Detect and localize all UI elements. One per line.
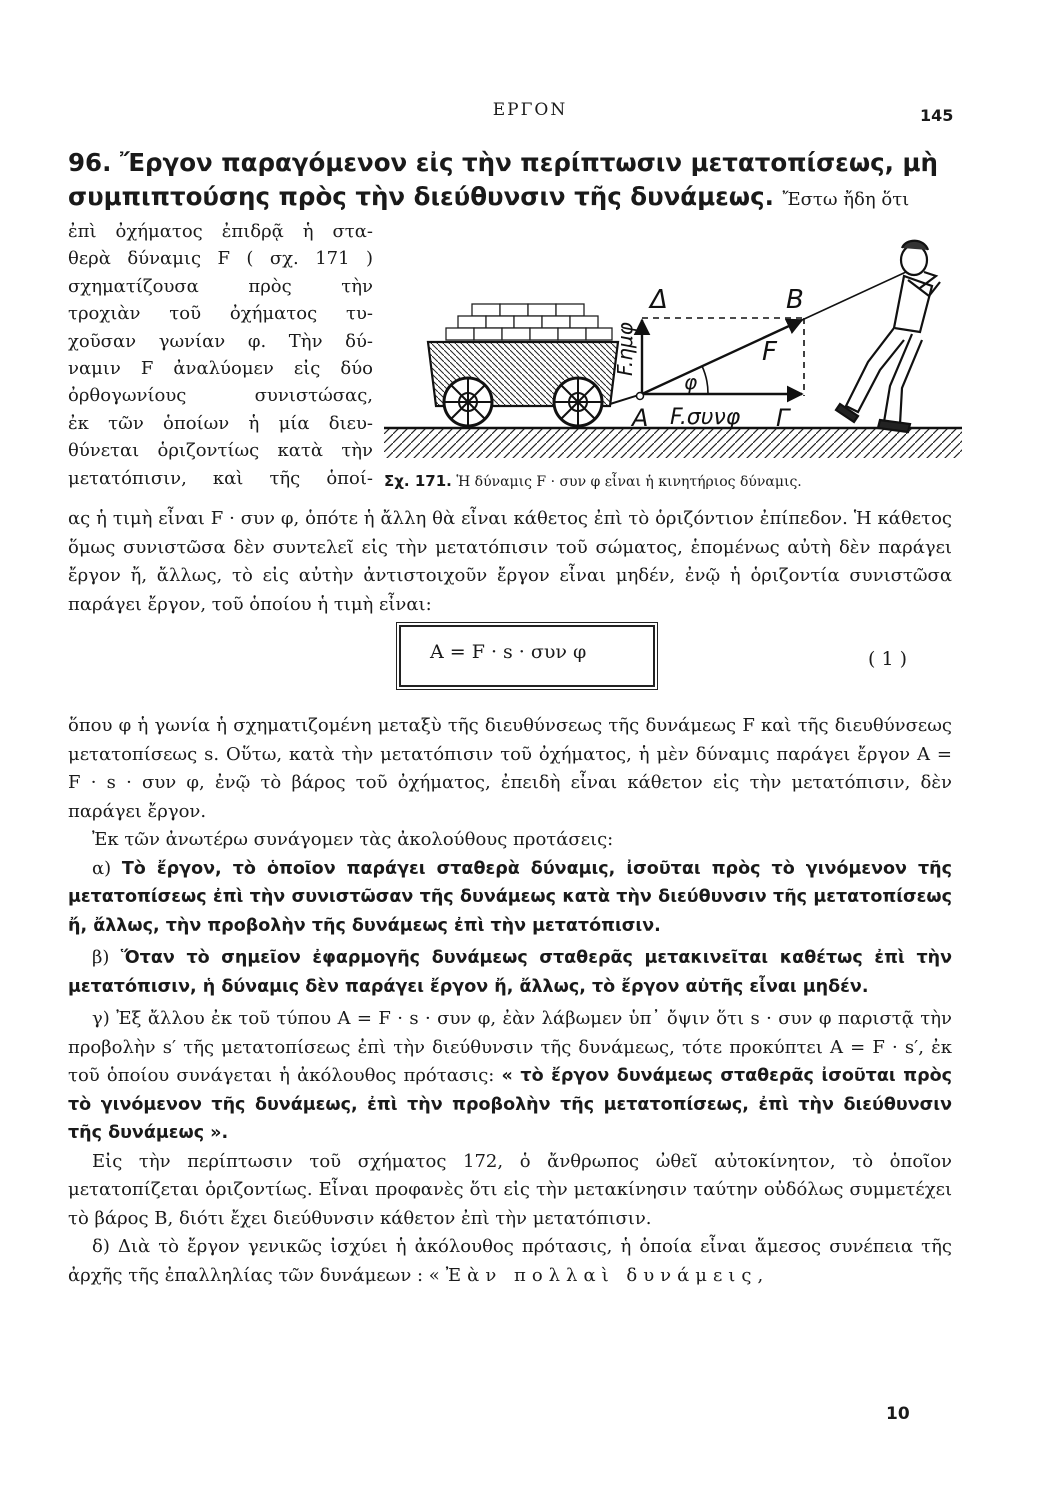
formula: A = F · s · συν φ xyxy=(430,641,587,663)
side-line: ἐπὶ ὀχήματος ἐπιδρᾷ ἡ στα- xyxy=(68,221,373,242)
paragraph-2: ὅπου φ ἡ γωνία ἡ σχηματιζομένη μεταξὺ τῆς διευθύνσεως τῆς δυνάμεως F καὶ τῆς διευθύνσεως μετατοπίσεως s. Οὕτω, κατὰ τὴν μετατόπισιν τοῦ ὀχήματος, ἡ μὲν δύναμις παράγει ἔργον A = F · s · συν φ, ἐνῷ τὸ βάρος τοῦ ὀχήματος, ἐπειδὴ εἶναι κάθετον εἰς τὴν μετατόπισιν, δὲν παράγει ἔργον. xyxy=(68,715,952,822)
side-line: χοῦσαν γωνίαν φ. Τὴν δύ- xyxy=(68,330,373,352)
label-delta: Δ xyxy=(650,285,668,315)
ground-hatch xyxy=(384,428,962,458)
cart-wheel-left xyxy=(444,378,492,426)
side-line: σχηματίζουσα πρὸς τὴν xyxy=(68,275,373,297)
proposition-c-label: γ) xyxy=(92,1008,110,1029)
paragraph-1-text: ας ἡ τιμὴ εἶναι F · συν φ, ὁπότε ἡ ἄλλη θὰ εἶναι κάθετος ἐπὶ τὸ ὁριζόντιον ἐπίπεδον. Ἡ κάθετος ὅμως συνιστῶσα δὲν συντελεῖ εἰς τὴν μετατόπισιν τοῦ σώματος, ἑπομένως αὐτὴ δὲν παράγει ἔργον ἤ, ἄλλως, τὸ εἰς αὐτὴν ἀντιστοιχοῦν ἔργον εἶναι μηδέν, ἐνῷ ἡ ὁριζοντία συνιστῶσα παράγει ἔργον, τοῦ ὁποίου ἡ τιμὴ εἶναι: xyxy=(68,508,952,615)
proposition-c-bold: « τὸ ἔργον δυνάμεως σταθερᾶς ἰσοῦται πρὸς τὸ γινόμενον τῆς δυνάμεως, ἐπὶ τὴν προβολὴν τῆς μετατοπίσεως, ἐπὶ τὴν διεύθυνσιν τῆς δυνάμεως ». xyxy=(68,1066,952,1143)
section-number: 96. xyxy=(68,148,112,177)
proposition-d-spaced: «Ἐὰν πολλαὶ δυνάμεις, xyxy=(428,1264,770,1286)
cart-wheel-right xyxy=(554,378,602,426)
label-f: F xyxy=(762,337,777,367)
side-line: θύνεται ὁριζοντίως κατὰ τὴν xyxy=(68,440,373,462)
label-f-cos: F.συνφ xyxy=(670,405,741,430)
proposition-c-text: Ἐξ ἄλλου ἐκ τοῦ τύπου A = F · s · συν φ, ἐὰν λάβωμεν ὑπ᾿ ὄψιν ὅτι s · συν φ παριστᾷ τὴν προβολὴν s′ τῆς μετατοπίσεως ἐπὶ τὴν διεύθυνσιν τῆς δυνάμεως, τότε προκύπτει A = F · s′, ἐκ τοῦ ὁποίου συνάγεται ἡ ἀκόλουθος πρότασις: xyxy=(68,1008,952,1086)
side-line: θερὰ δύναμις F ( σχ. 171 ) xyxy=(68,248,373,270)
side-line: ναμιν F ἀναλύομεν εἰς δύο xyxy=(68,358,373,380)
proposition-b-label: β) xyxy=(92,947,110,968)
running-header: ΕΡΓΟΝ xyxy=(492,100,568,120)
brick-load xyxy=(446,304,612,340)
paragraph-4: Εἰς τὴν περίπτωσιν τοῦ σχήματος 172, ὁ ἄνθρωπος ὠθεῖ αὐτοκίνητον, τὸ ὁποῖον μετατοπίζεται ὁριζοντίως. Εἶναι προφανὲς ὅτι εἰς τὴν μετακίνησιν ταύτην οὐδόλως συμμετέχει τὸ βάρος B, διότι ἔχει διεύθυνσιν κάθετον ἐπὶ τὴν μετατόπισιν. xyxy=(68,1150,952,1229)
caption-label: Σχ. 171. xyxy=(384,472,452,490)
proposition-d-label: δ) xyxy=(92,1236,110,1257)
proposition-d xyxy=(68,1233,952,1290)
proposition-a-label: α) xyxy=(92,857,112,879)
rope xyxy=(802,272,906,320)
side-text xyxy=(68,218,373,492)
vector-f xyxy=(642,320,802,394)
section-title: Ἔργον παραγόμενον εἰς τὴν περίπτωσιν μετατοπίσεως, μὴ συμπιπτούσης πρὸς τὴν διεύθυνσιν τῆς δυνάμεως. xyxy=(68,148,938,211)
point-a-dot xyxy=(637,393,644,400)
section-title-tail: Ἔστω ἤδη ὅτι xyxy=(782,189,910,210)
side-line: ὀρθογωνίους συνιστώσας, xyxy=(68,385,373,407)
label-phi: φ xyxy=(684,370,698,394)
proposition-b xyxy=(68,944,952,1001)
body-continuation xyxy=(68,712,952,1290)
proposition-a-text: Τὸ ἔργον, τὸ ὁποῖον παράγει σταθερὰ δύναμις, ἰσοῦται πρὸς τὸ γινόμενον τῆς μετατοπίσεως ἐπὶ τὴν συνιστῶσαν τῆς δυνάμεως κατὰ τὴν διεύθυνσιν τῆς μετατοπίσεως ἤ, ἄλλως, τὴν προβολὴν τῆς δυνάμεως ἐπὶ τὴν μετατόπισιν. xyxy=(68,858,952,936)
proposition-b-text: Ὅταν τὸ σημεῖον ἐφαρμογῆς δυνάμεως σταθερᾶς μετακινεῖται καθέτως ἐπὶ τὴν μετατόπισιν, ἡ δύναμις δὲν παράγει ἔργον ἤ, ἄλλως, τὸ ἔργον αὐτῆς εἶναι μηδέν. xyxy=(68,948,952,997)
proposition-c xyxy=(68,1005,952,1148)
figure-caption xyxy=(384,472,964,490)
side-line: μετατόπισιν, καὶ τῆς ὁποί- xyxy=(68,467,373,489)
label-b: B xyxy=(786,285,804,315)
side-line: τροχιὰν τοῦ ὀχήματος τυ- xyxy=(68,303,373,325)
label-gamma: Γ xyxy=(776,404,790,432)
side-line: ἐκ τῶν ὁποίων ἡ μία διευ- xyxy=(68,412,373,434)
equation-number: ( 1 ) xyxy=(868,648,907,670)
proposition-a xyxy=(68,855,952,941)
paragraph-1 xyxy=(68,505,952,619)
label-f-sin: F.ημφ xyxy=(613,322,637,376)
section-heading xyxy=(68,146,968,217)
label-a: A xyxy=(632,404,649,432)
proposition-d-text: Διὰ τὸ ἔργον γενικῶς ἰσχύει ἡ ἀκόλουθος πρότασις, ἡ ὁποία εἶναι ἄμεσος συνέπεια τῆς ἀρχῆς τῆς ἐπαλληλίας τῶν δυνάμεων : xyxy=(68,1236,952,1286)
figure-171 xyxy=(384,236,964,468)
caption-text: Ἡ δύναμις F · συν φ εἶναι ἡ κινητήριος δύναμις. xyxy=(456,474,802,490)
signature-number: 10 xyxy=(886,1404,910,1424)
paragraph-3: Ἐκ τῶν ἀνωτέρω συνάγομεν τὰς ἀκολούθους προτάσεις: xyxy=(92,829,614,850)
man-pulling xyxy=(836,241,940,432)
page-number: 145 xyxy=(920,106,954,125)
angle-arc xyxy=(702,366,708,394)
